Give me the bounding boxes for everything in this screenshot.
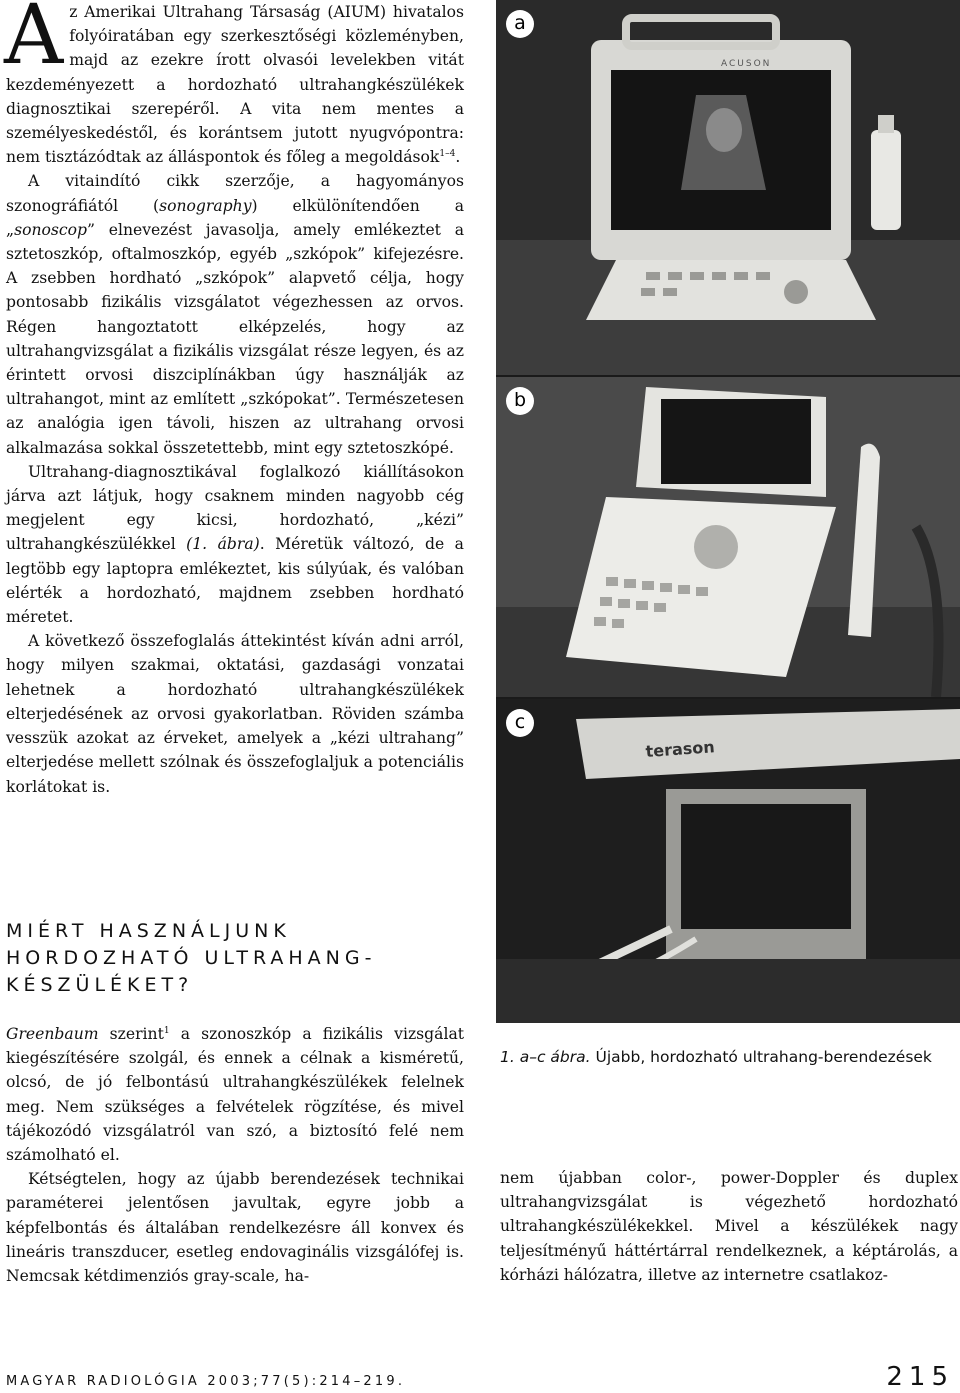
brand-label-a: ACUSON <box>721 59 772 69</box>
intro-paragraph-2: A vitaindító cikk szerzője, a hagyományos szonográfiától (sonography) elkülönítendően a „sonoscop” elnevezést javasolja, amely emlékeztet a sztetoszkóp, oftalmoszkóp, egyéb „szkópok” kifejezésre. A zsebben hordható „szkópok” alapvető célja, hogy pontosabb fizikális vizsgálatot végezhessen az orvos. Régen hangoztatott elképzelés, hogy az ultrahangvizsgálat a fizikális vizsgálat része legyen, és az érintett orvosi diszciplínákban úgy használják az ultrahangot, mint az említett „szkópokat”. Természetesen az analógia igen távoli, hiszen az ultrahang orvosi alkalmazása sokkal összetettebb, mint egy sztetoszkópé. <box>6 172 464 457</box>
figure-panel-a <box>496 0 960 375</box>
ultrasound-device-b-image <box>496 377 960 697</box>
heading-line-1: MIÉRT HASZNÁLJUNK <box>6 920 291 942</box>
figure-caption <box>500 1046 940 1068</box>
heading-line-3: KÉSZÜLÉKET? <box>6 974 194 996</box>
caption-text: Újabb, hordozható ultrahang-berendezések <box>590 1048 932 1066</box>
section-paragraph-1: Greenbaum szerint$^1$ a szonoszkóp a fizikális vizsgálat kiegészítésére szolgál, és ennek a célnak a kisméretű, olcsó, de jó felbontású ultrahangkészülékek felelnek meg. Nem szükséges a felvételek rögzítése, és mivel tájékozódó vizsgálatról van szó, a biztosító felé nem számolható el. <box>6 1025 465 1165</box>
panel-label-b: b <box>506 387 534 415</box>
panel-label-c: c <box>506 709 534 737</box>
page-number: 215 <box>886 1362 954 1392</box>
brand-label-c: terason <box>644 737 716 761</box>
drop-cap: A <box>4 0 64 83</box>
intro-paragraph-3: Ultrahang-diagnosztikával foglalkozó kiállításokon járva azt látjuk, hogy csaknem minden nagyobb cég megjelent egy kicsi, hordozható, „kézi” ultrahangkészülékkel (1. ábra). Méretük változó, de a legtöbb egy laptopra emlékeztet, kis súlyúak, és valóban elérték a hordozható, majdnem zsebben hordható méretet. <box>6 462 464 627</box>
panel-label-a: a <box>506 10 534 38</box>
section-column <box>6 1022 464 1288</box>
section-heading <box>6 918 476 999</box>
right-column <box>500 1166 958 1287</box>
figure-panel-b <box>496 377 960 697</box>
intro-column <box>6 0 464 799</box>
caption-number: 1. a–c ábra. <box>500 1048 591 1066</box>
intro-paragraph-4: A következő összefoglalás áttekintést kíván adni arról, hogy milyen szakmai, oktatási, gazdasági vonzatai lehetnek a hordozható ultrahangkészülékek elterjedésének az orvosi gyakorlatban. Röviden számba vesszük azokat az érveket, amelyek a „kézi ultrahang” elterjedése mellett szólnak és összefoglaljuk a potenciális korlátokat is. <box>6 632 464 796</box>
section-paragraph-2: Kétségtelen, hogy az újabb berendezések technikai paraméterei jelentősen javultak, egyre jobb a képfelbontás és általában rendelkezésre áll konvex és lineáris transzducer, esetleg endovaginális vizsgálófej is. Nemcsak kétdimenziós gray-scale, ha- <box>6 1170 464 1286</box>
heading-line-2: HORDOZHATÓ ULTRAHANG- <box>6 947 377 969</box>
right-paragraph-1: nem újabban color-, power-Doppler és duplex ultrahangvizsgálat is végezhető hordozható ultrahangkészülékekkel. Mivel a készülékek nagy teljesítményű háttértárral rendelkeznek, a képtárolás, a kórházi hálózatra, illetve az internetre csatlakoz- <box>500 1169 958 1284</box>
figure-1 <box>496 0 960 1023</box>
journal-footer: MAGYAR RADIOLÓGIA 2003;77(5):214–219. <box>6 1374 406 1389</box>
figure-panel-c <box>496 699 960 1023</box>
ultrasound-device-a-image <box>496 0 960 375</box>
intro-paragraph-1: Az Amerikai Ultrahang Társaság (AIUM) hivatalos folyóiratában egy szerkesztőségi közleményben, majd az ezekre írott olvasói levelekben vitát kezdeményezett a hordozható ultrahangkészülékek diagnosztikai szerepéről. A vita nem mentes a személyeskedéstől, és korántsem jutott nyugvópontra: nem tisztázódtak az álláspontok és főleg a megoldások$^{1-4}$. <box>4 0 464 167</box>
ultrasound-device-c-image <box>496 699 960 1023</box>
